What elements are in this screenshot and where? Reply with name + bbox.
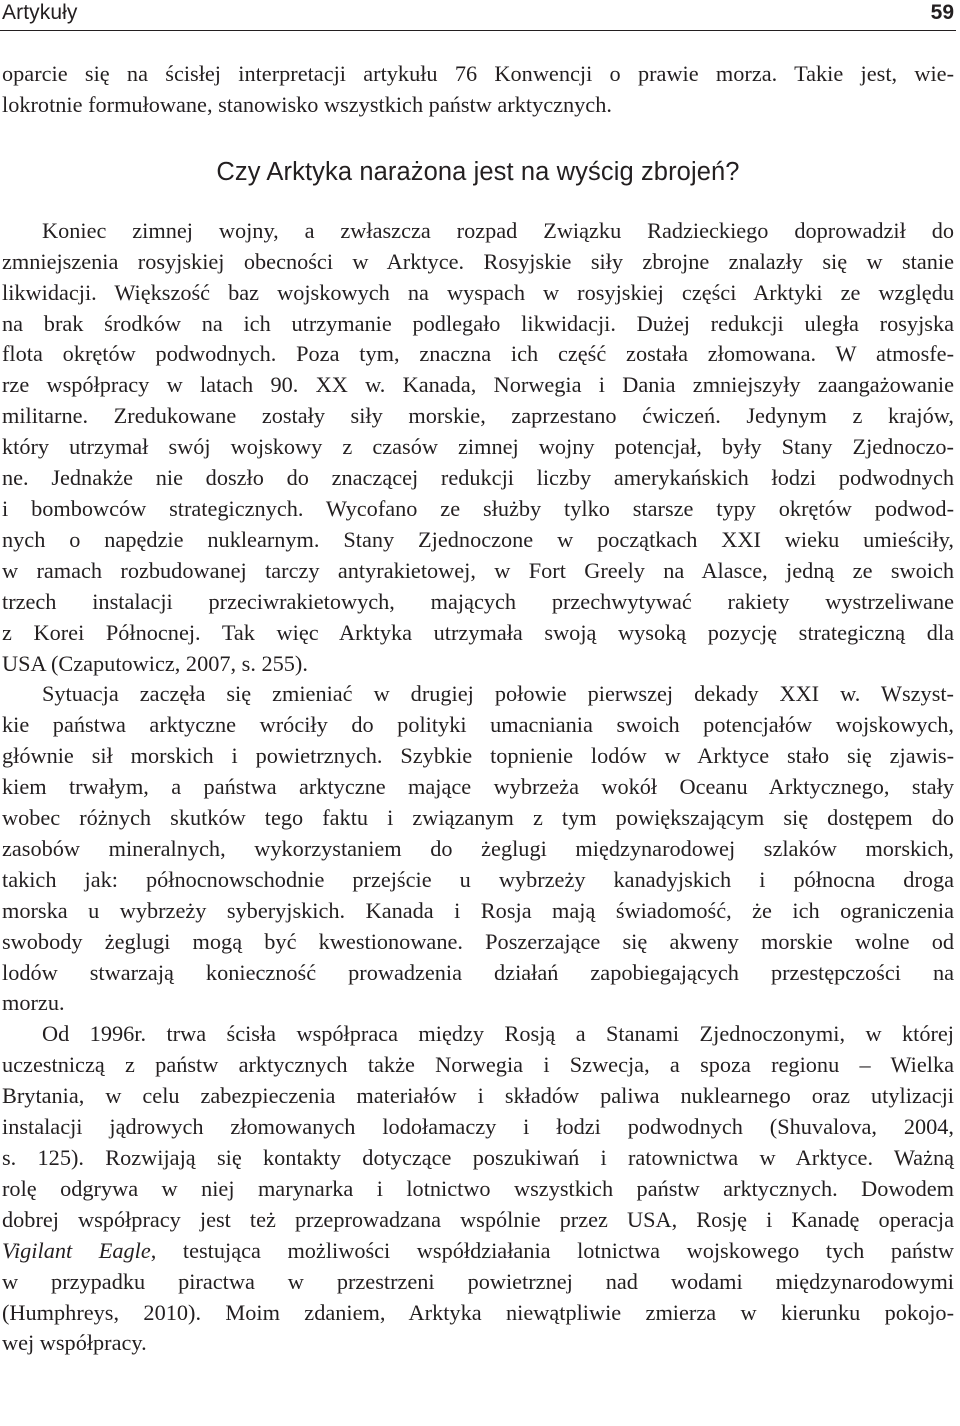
text-line: który utrzymał swój wojskowy z czasów zimnej wojny potencjał, były Stany Zjednoczo- xyxy=(2,434,954,460)
text-line: swobody żeglugi mogą być kwestionowane. Poszerzające się akweny morskie wolne od xyxy=(2,928,954,954)
article-body xyxy=(2,59,954,1359)
text-line: ne. Jednakże nie doszło do znaczącej redukcji liczby amerykańskich łodzi podwodnych xyxy=(2,465,954,491)
text-line: głównie sił morskich i powietrznych. Szybkie topnienie lodów w Arktyce stało się zjawis- xyxy=(2,743,954,769)
intro-paragraph xyxy=(2,59,954,121)
text-line: Brytania, w celu zabezpieczenia materiałów i składów paliwa nuklearnego oraz utylizacji xyxy=(2,1083,954,1109)
operation-name: Vigilant Eagle xyxy=(2,1237,151,1263)
text-line: zmniejszenia rosyjskiej obecności w Arktyce. Rosyjskie siły zbrojne znalazły się w stanie xyxy=(2,248,954,274)
text-line: dobrej współpracy jest też przeprowadzana wspólnie przez USA, Rosję i Kanadę operacja xyxy=(2,1206,954,1232)
text-line xyxy=(2,1236,954,1267)
text-line: s. 125). Rozwijają się kontakty dotyczące poszukiwań i ratownictwa w Arktyce. Ważną xyxy=(2,1145,954,1170)
text-line: nych o napędzie nuklearnym. Stany Zjednoczone w początkach XXI wieku umieściły, xyxy=(2,526,954,552)
paragraph-1 xyxy=(2,216,954,680)
paragraph-2 xyxy=(2,679,954,1019)
section-title: Artykuły xyxy=(2,1,78,24)
page-number: 59 xyxy=(930,1,954,24)
text-line: Od 1996r. trwa ścisła współpraca między Rosją a Stanami Zjednoczonymi, w której xyxy=(42,1021,954,1047)
text-line: zasobów mineralnych, wykorzystaniem do żeglugi międzynarodowej szlaków morskich, xyxy=(2,835,954,861)
paragraph-3 xyxy=(2,1019,954,1359)
text-line-rest: , testująca możliwości współdziałania lotnictwa wojskowego tych państw xyxy=(150,1237,954,1263)
text-line: w przypadku piractwa w przestrzeni powietrznej nad wodami międzynarodowymi xyxy=(2,1268,954,1294)
text-line: wobec różnych skutków tego faktu i związanym z tym powiększającym się dostępem do xyxy=(2,805,954,831)
text-line: USA (Czaputowicz, 2007, s. 255). xyxy=(2,650,308,676)
text-line: lodów stwarzają konieczność prowadzenia działań zapobiegających przestępczości na xyxy=(2,959,954,985)
text-line: w ramach rozbudowanej tarczy antyrakietowej, w Fort Greely na Alasce, jedną ze swoich xyxy=(2,557,954,583)
text-line: (Humphreys, 2010). Moim zdaniem, Arktyka niewątpliwie zmierza w kierunku pokojo- xyxy=(2,1299,954,1325)
text-line: kiem trwałym, a państwa arktyczne mające wybrzeża wokół Oceanu Arktycznego, stały xyxy=(2,774,954,800)
text-line: militarne. Zredukowane zostały siły morskie, zaprzestano ćwiczeń. Jedynym z krajów, xyxy=(2,403,954,429)
text-line: na brak środków na ich utrzymanie podlegało likwidacji. Dużej redukcji uległa rosyjska xyxy=(2,310,954,336)
text-line: flota okrętów podwodnych. Poza tym, znaczna ich część została złomowana. W atmosfe- xyxy=(2,341,954,367)
text-line: rze współpracy w latach 90. XX w. Kanada, Norwegia i Dania zmniejszyły zaangażowanie xyxy=(2,372,954,398)
text-line: takich jak: północnowschodnie przejście u wybrzeży kanadyjskich i północna droga xyxy=(2,866,954,892)
running-header xyxy=(0,0,956,31)
text-line: trzech instalacji przeciwrakietowych, mających przechwytywać rakiety wystrzeliwane xyxy=(2,588,954,614)
text-line: lokrotnie formułowane, stanowisko wszystkich państw arktycznych. xyxy=(2,91,612,117)
text-line: morska u wybrzeży syberyjskich. Kanada i Rosja mają świadomość, że ich ograniczenia xyxy=(2,897,954,923)
text-line: oparcie się na ścisłej interpretacji artykułu 76 Konwencji o prawie morza. Takie jest, wie- xyxy=(2,61,954,86)
text-line: z Korei Północnej. Tak więc Arktyka utrzymała swoją wysoką pozycję strategiczną dla xyxy=(2,619,954,645)
text-line: Koniec zimnej wojny, a zwłaszcza rozpad Związku Radzieckiego doprowadził do xyxy=(42,217,954,243)
text-line: rolę odgrywa w niej marynarka i lotnictwo wszystkich państw arktycznych. Dowodem xyxy=(2,1175,954,1201)
text-line: kie państwa arktyczne wróciły do polityki umacniania swoich potencjałów wojskowych, xyxy=(2,712,954,738)
section-heading: Czy Arktyka narażona jest na wyścig zbrojeń? xyxy=(216,157,740,186)
text-line: Sytuacja zaczęła się zmieniać w drugiej połowie pierwszej dekady XXI w. Wszyst- xyxy=(42,681,954,707)
text-line: instalacji jądrowych złomowanych lodołamaczy i łodzi podwodnych (Shuvalova, 2004, xyxy=(2,1114,954,1140)
text-line: i bombowców strategicznych. Wycofano ze służby tylko starsze typy okrętów podwod- xyxy=(2,495,954,521)
text-line: morzu. xyxy=(2,990,65,1016)
text-line: wej współpracy. xyxy=(2,1330,147,1356)
text-line: uczestniczą z państw arktycznych także Norwegia i Szwecja, a spoza regionu – Wielka xyxy=(2,1052,954,1078)
text-line: likwidacji. Większość baz wojskowych na wyspach w rosyjskiej części Arktyki ze względu xyxy=(2,279,954,305)
